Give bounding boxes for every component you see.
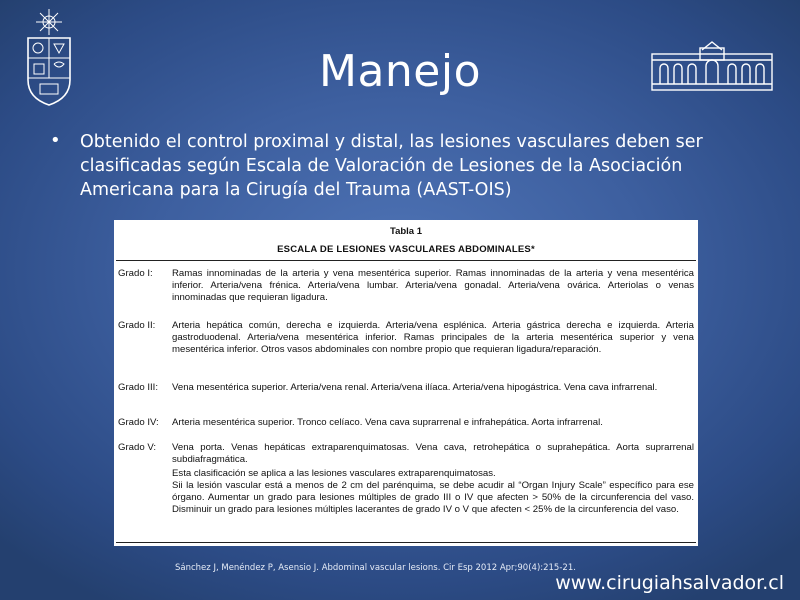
grade-description: Arteria mesentérica superior. Tronco celíaco. Vena cava suprarrenal e infrahepática. Aorta infrarrenal. — [172, 417, 603, 428]
grade-description: Arteria hepática común, derecha e izquierda. Arteria/vena esplénica. Arteria gástrica derecha e izquierda. Arteria gastroduodenal. Arteria/vena mesentérica inferior. Ramas principales de la arteria mesentérica superior y vena mesentérica inferior. Otros vasos abdominales con nombre propio que requieran ligadura/reparación. — [172, 320, 694, 355]
bullet-marker: • — [50, 130, 61, 151]
grade-label: Grado V: — [118, 442, 157, 453]
grade-description: Ramas innominadas de la arteria y vena mesentérica superior. Ramas innominadas de la arteria y vena mesentérica inferior. Arteria/vena frénica. Arteria/vena lumbar. Arteria/vena gonadal. Arteria/vena ovárica. Arteriolas o venas innominadas que requieran ligadura. — [172, 268, 694, 303]
grade-label: Grado II: — [118, 320, 156, 331]
table-subtitle: ESCALA DE LESIONES VASCULARES ABDOMINALES* — [277, 244, 535, 255]
footnote-scope: Esta clasificación se aplica a las lesiones vasculares extraparenquimatosas. — [172, 468, 496, 479]
footnote-rules: Sii la lesión vascular está a menos de 2 cm del parénquima, se debe acudir al “Organ Injury Scale” específico para ese órgano. Aumentar un grado para lesiones múltiples de grado III o IV que afecten > 50% de la circunferencia del vaso. Disminuir un grado para lesiones múltiples lacerantes de grado IV o V que afecten < 25% de la circunferencia del vaso. — [172, 480, 694, 515]
table-top-rule — [116, 260, 696, 261]
table-title: Tabla 1 — [389, 226, 423, 237]
slide-title: Manejo — [318, 46, 482, 97]
grade-description: Vena mesentérica superior. Arteria/vena renal. Arteria/vena ilíaca. Arteria/vena hipogástrica. Vena cava infrarrenal. — [172, 382, 658, 393]
grade-description: Vena porta. Venas hepáticas extraparenquimatosas. Vena cava, retrohepática o suprahepática. Aorta suprarrenal subdiafragmática. — [172, 442, 694, 465]
vascular-injury-table — [114, 220, 698, 546]
grade-label: Grado III: — [118, 382, 158, 393]
website-url: www.cirugiahsalvador.cl — [555, 572, 784, 594]
table-bottom-rule — [116, 542, 696, 543]
grade-label: Grado I: — [118, 268, 153, 279]
citation-text: Sánchez J, Menéndez P, Asensio J. Abdominal vascular lesions. Cir Esp 2012 Apr;90(4):215-21. — [175, 563, 576, 573]
bullet-text: Obtenido el control proximal y distal, las lesiones vasculares deben ser clasificadas según Escala de Valoración de Lesiones de la Asociación Americana para la Cirugía del Trauma (AAST-OIS) — [80, 132, 703, 200]
grade-label: Grado IV: — [118, 417, 159, 428]
